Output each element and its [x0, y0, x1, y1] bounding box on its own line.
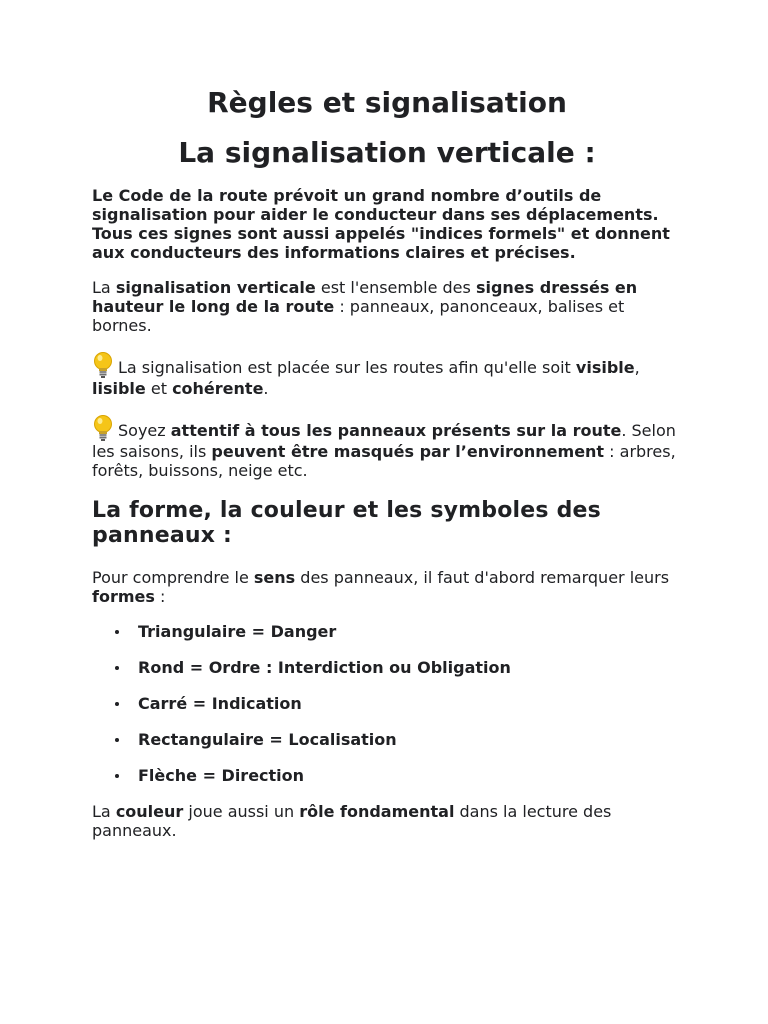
section-heading-shapes: La forme, la couleur et les symboles des panneaux :: [92, 498, 601, 548]
intro-paragraph: Le Code de la route prévoit un grand nombre d’outils de signalisation pour aider le conducteur dans ses déplacements. Tous ces signes sont aussi appelés "indices formels" et donnent aux conducteurs des informations claires et précises.: [92, 186, 670, 262]
page-subtitle: La signalisation verticale :: [178, 136, 596, 169]
shapes-list: [92, 622, 682, 785]
tip-paragraph-visibility: La signalisation est placée sur les routes afin qu'elle soit visible, lisible et cohérente.: [92, 351, 682, 398]
document-page: [92, 86, 682, 840]
list-item: Flèche = Direction: [92, 766, 682, 785]
lightbulb-icon: [92, 414, 114, 442]
page-title: Règles et signalisation: [207, 86, 567, 119]
tip-paragraph-attention: Soyez attentif à tous les panneaux présents sur la route. Selon les saisons, ils peuvent être masqués par l’environnement : arbres, forêts, buissons, neige etc.: [92, 414, 682, 480]
color-paragraph: La couleur joue aussi un rôle fondamental dans la lecture des panneaux.: [92, 802, 612, 840]
list-item: Triangulaire = Danger: [92, 622, 682, 641]
shapes-intro-paragraph: Pour comprendre le sens des panneaux, il faut d'abord remarquer leurs formes :: [92, 568, 670, 606]
definition-paragraph: La signalisation verticale est l'ensemble des signes dressés en hauteur le long de la route : panneaux, panonceaux, balises et bornes.: [92, 278, 638, 335]
lightbulb-icon: [92, 351, 114, 379]
list-item: Carré = Indication: [92, 694, 682, 713]
list-item: Rond = Ordre : Interdiction ou Obligation: [92, 658, 682, 677]
list-item: Rectangulaire = Localisation: [92, 730, 682, 749]
